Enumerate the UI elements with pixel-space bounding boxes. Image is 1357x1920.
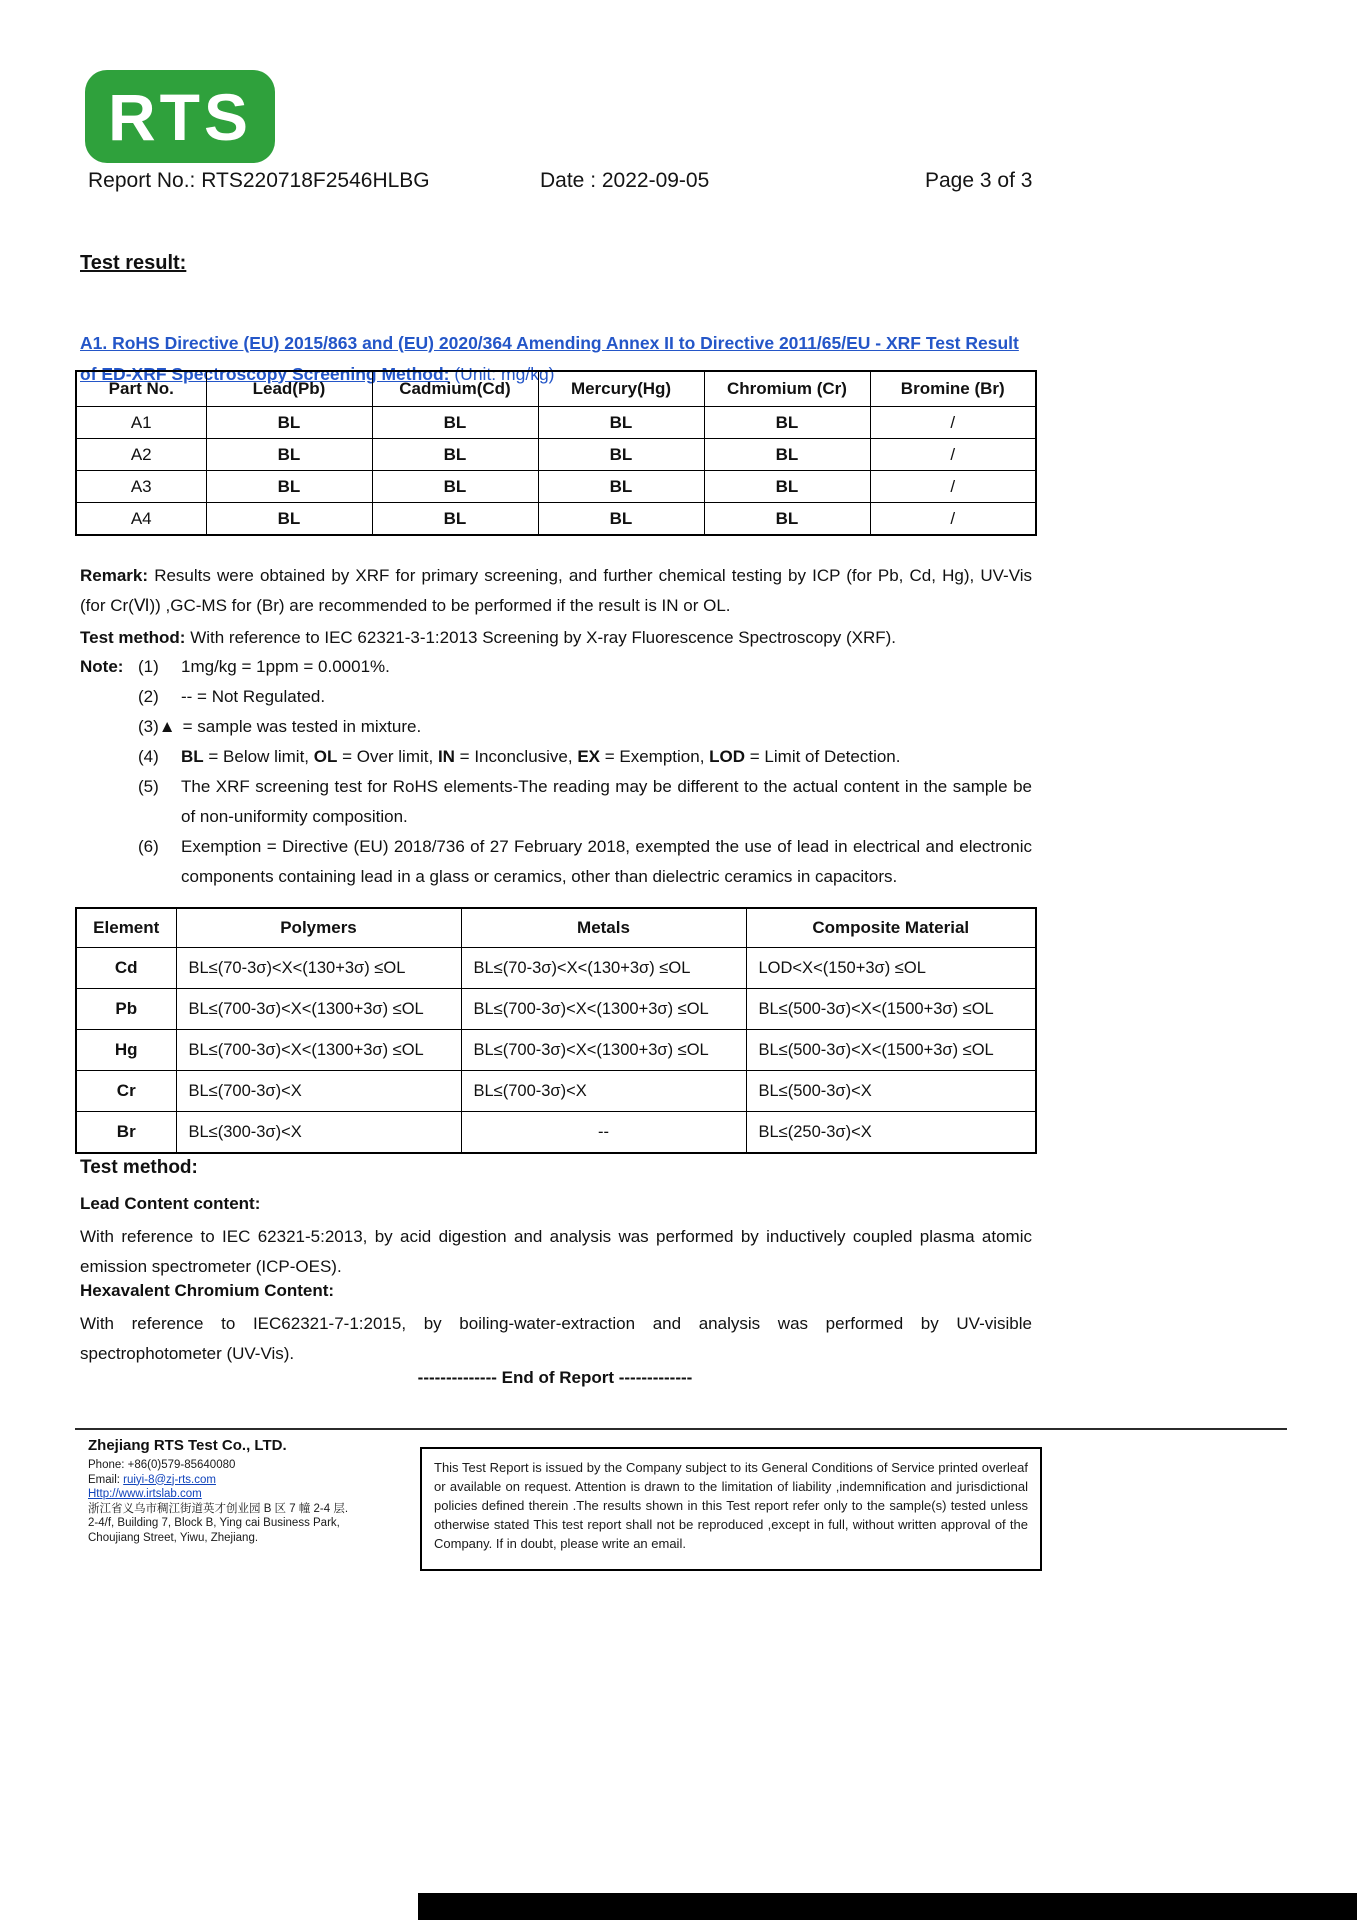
xrf-part-no: A2 xyxy=(76,439,206,471)
note-item-5 xyxy=(138,772,1032,832)
lead-content-heading: Lead Content content: xyxy=(80,1194,261,1213)
test-method-text: With reference to IEC 62321-3-1:2013 Screening by X-ray Fluorescence Spectroscopy (XRF). xyxy=(190,628,897,647)
xrf-cell: / xyxy=(870,503,1036,536)
table-row xyxy=(76,948,1036,989)
table-row xyxy=(76,439,1036,471)
hexavalent-chromium-heading: Hexavalent Chromium Content: xyxy=(80,1281,335,1300)
table-row xyxy=(76,1071,1036,1112)
limits-cell: BL≤(70-3σ)<X<(130+3σ) ≤OL xyxy=(176,948,461,989)
rts-logo xyxy=(85,70,275,163)
xrf-col-bromine: Bromine (Br) xyxy=(870,371,1036,407)
xrf-cell: BL xyxy=(704,407,870,439)
xrf-col-mercury: Mercury(Hg) xyxy=(538,371,704,407)
remark-text: Results were obtained by XRF for primary screening, and further chemical testing by ICP (for Pb, Cd, Hg), UV-Vis (for Cr(Ⅵ)) ,GC-MS for (Br) are recommended to be performed if the result is IN or OL. xyxy=(80,566,1032,615)
note-item-2 xyxy=(138,682,1032,712)
test-method-label: Test method: xyxy=(80,628,186,647)
limits-cell: BL≤(500-3σ)<X<(1500+3σ) ≤OL xyxy=(746,1030,1036,1071)
note-text: = sample was tested in mixture. xyxy=(182,717,422,736)
limits-col-element: Element xyxy=(76,908,176,948)
note-item-6 xyxy=(138,832,1032,892)
company-name: Zhejiang RTS Test Co., LTD. xyxy=(88,1437,287,1454)
test-method-line xyxy=(80,623,1032,653)
remark-label: Remark: xyxy=(80,566,149,585)
limits-element: Cd xyxy=(76,948,176,989)
test-method-section-heading: Test method: xyxy=(80,1157,198,1178)
table-row xyxy=(76,471,1036,503)
xrf-cell: BL xyxy=(538,407,704,439)
email-link[interactable]: ruiyi-8@zj-rts.com xyxy=(123,1473,216,1486)
xrf-result-table xyxy=(75,370,1037,536)
xrf-part-no: A1 xyxy=(76,407,206,439)
rts-logo-text: RTS xyxy=(108,79,252,154)
xrf-cell: BL xyxy=(372,407,538,439)
disclaimer-box xyxy=(420,1447,1042,1571)
note-text: Exemption = Directive (EU) 2018/736 of 27 February 2018, exempted the use of lead in electrical and electronic components containing lead in a glass or ceramics, other than dielectric ceramics in capacitors. xyxy=(181,837,1032,886)
company-address-cn: 浙江省义乌市稠江街道英才创业园 B 区 7 幢 2-4 层. xyxy=(88,1502,349,1515)
xrf-cell: / xyxy=(870,407,1036,439)
xrf-col-lead: Lead(Pb) xyxy=(206,371,372,407)
xrf-col-cadmium: Cadmium(Cd) xyxy=(372,371,538,407)
email-label: Email: xyxy=(88,1473,124,1486)
section-a1-title: A1. RoHS Directive (EU) 2015/863 and (EU) 2020/364 Amending Annex II to Directive 2011/65/EU - XRF Test Result of ED-XRF Spectroscopy Screening Method: xyxy=(80,332,1019,384)
limits-cell: LOD<X<(150+3σ) ≤OL xyxy=(746,948,1036,989)
xrf-cell: BL xyxy=(372,503,538,536)
section-a1-unit: (Unit: mg/kg) xyxy=(454,363,555,384)
limits-cell: BL≤(70-3σ)<X<(130+3σ) ≤OL xyxy=(461,948,746,989)
limits-header-row xyxy=(76,908,1036,948)
note-number: (4) xyxy=(138,747,159,766)
page-indicator: Page 3 of 3 xyxy=(925,169,1033,192)
xrf-header-row xyxy=(76,371,1036,407)
limits-col-metals: Metals xyxy=(461,908,746,948)
limits-cell: BL≤(700-3σ)<X<(1300+3σ) ≤OL xyxy=(176,1030,461,1071)
note-number: (1) xyxy=(138,657,159,676)
remark-paragraph xyxy=(80,561,1032,621)
report-date: Date : 2022-09-05 xyxy=(540,169,710,192)
limits-cell: BL≤(700-3σ)<X xyxy=(461,1071,746,1112)
limits-col-composite: Composite Material xyxy=(746,908,1036,948)
test-result-heading: Test result: xyxy=(80,252,187,274)
company-phone: Phone: +86(0)579-85640080 xyxy=(88,1459,236,1471)
table-row xyxy=(76,407,1036,439)
xrf-cell: BL xyxy=(538,471,704,503)
end-of-report-line: -------------- End of Report ------------- xyxy=(417,1368,693,1387)
note-label: Note: xyxy=(80,657,124,676)
footer-company-block xyxy=(88,1437,408,1545)
xrf-cell: BL xyxy=(206,503,372,536)
xrf-cell: BL xyxy=(704,503,870,536)
note-item-1 xyxy=(138,652,1032,682)
footer-divider xyxy=(75,1428,1287,1430)
website-link[interactable]: Http://www.irtslab.com xyxy=(88,1488,202,1500)
table-row xyxy=(76,503,1036,536)
note-text: -- = Not Regulated. xyxy=(181,687,326,706)
xrf-cell: BL xyxy=(372,439,538,471)
xrf-cell: BL xyxy=(372,471,538,503)
lead-content-text: With reference to IEC 62321-5:2013, by acid digestion and analysis was performed by inductively coupled plasma atomic emission spectrometer (ICP-OES). xyxy=(80,1227,1032,1276)
scan-bottom-bar xyxy=(418,1893,1357,1920)
limits-cell: BL≤(300-3σ)<X xyxy=(176,1112,461,1154)
limits-cell: -- xyxy=(461,1112,746,1154)
notes-block xyxy=(138,652,1032,892)
limits-cell: BL≤(700-3σ)<X<(1300+3σ) ≤OL xyxy=(461,1030,746,1071)
note-item-4 xyxy=(138,742,1032,772)
xrf-cell: BL xyxy=(704,471,870,503)
xrf-cell: / xyxy=(870,439,1036,471)
note-item-3 xyxy=(138,712,1032,742)
note-text: The XRF screening test for RoHS elements-The reading may be different to the actual content in the sample be of non-uniformity composition. xyxy=(181,777,1032,826)
xrf-cell: BL xyxy=(704,439,870,471)
limits-cell: BL≤(500-3σ)<X<(1500+3σ) ≤OL xyxy=(746,989,1036,1030)
xrf-col-part-no: Part No. xyxy=(76,371,206,407)
screening-limits-table xyxy=(75,907,1037,1154)
disclaimer-text: This Test Report is issued by the Company subject to its General Conditions of Service printed overleaf or available on request. Attention is drawn to the limitation of liability ,indemnification and jurisdictional policies defined therein .The results shown in this Test report refer only to the sample(s) tested unless otherwise stated This test report shall not be reproduced ,except in full, without written approval of the Company. If in doubt, please write an email. xyxy=(434,1460,1028,1551)
limits-element: Cr xyxy=(76,1071,176,1112)
xrf-cell: BL xyxy=(538,439,704,471)
note-number: (6) xyxy=(138,837,159,856)
limits-cell: BL≤(700-3σ)<X<(1300+3σ) ≤OL xyxy=(176,989,461,1030)
limits-cell: BL≤(700-3σ)<X<(1300+3σ) ≤OL xyxy=(461,989,746,1030)
limits-cell: BL≤(500-3σ)<X xyxy=(746,1071,1036,1112)
xrf-part-no: A4 xyxy=(76,503,206,536)
company-address-en-2: Choujiang Street, Yiwu, Zhejiang. xyxy=(88,1531,259,1544)
note-text: 1mg/kg = 1ppm = 0.0001%. xyxy=(181,657,390,676)
xrf-col-chromium: Chromium (Cr) xyxy=(704,371,870,407)
company-website-line xyxy=(88,1487,408,1502)
note-number: (5) xyxy=(138,777,159,796)
note-number: (3)▲ xyxy=(138,717,176,736)
table-row xyxy=(76,989,1036,1030)
limits-cell: BL≤(250-3σ)<X xyxy=(746,1112,1036,1154)
note-number: (2) xyxy=(138,687,159,706)
limits-element: Hg xyxy=(76,1030,176,1071)
xrf-part-no: A3 xyxy=(76,471,206,503)
report-number: Report No.: RTS220718F2546HLBG xyxy=(88,169,430,192)
xrf-cell: BL xyxy=(206,471,372,503)
table-row xyxy=(76,1112,1036,1154)
limits-element: Br xyxy=(76,1112,176,1154)
limits-cell: BL≤(700-3σ)<X xyxy=(176,1071,461,1112)
xrf-cell: / xyxy=(870,471,1036,503)
limits-col-polymers: Polymers xyxy=(176,908,461,948)
xrf-cell: BL xyxy=(538,503,704,536)
company-address-en-1: 2-4/f, Building 7, Block B, Ying cai Business Park, xyxy=(88,1517,340,1529)
limits-element: Pb xyxy=(76,989,176,1030)
xrf-cell: BL xyxy=(206,407,372,439)
note-text: BL = Below limit, OL = Over limit, IN = Inconclusive, EX = Exemption, LOD = Limit of Detection. xyxy=(181,747,901,766)
hexavalent-chromium-text: With reference to IEC62321-7-1:2015, by boiling-water-extraction and analysis was performed by UV-visible spectrophotometer (UV-Vis). xyxy=(80,1314,1032,1363)
company-email-line xyxy=(88,1473,408,1488)
table-row xyxy=(76,1030,1036,1071)
xrf-cell: BL xyxy=(206,439,372,471)
